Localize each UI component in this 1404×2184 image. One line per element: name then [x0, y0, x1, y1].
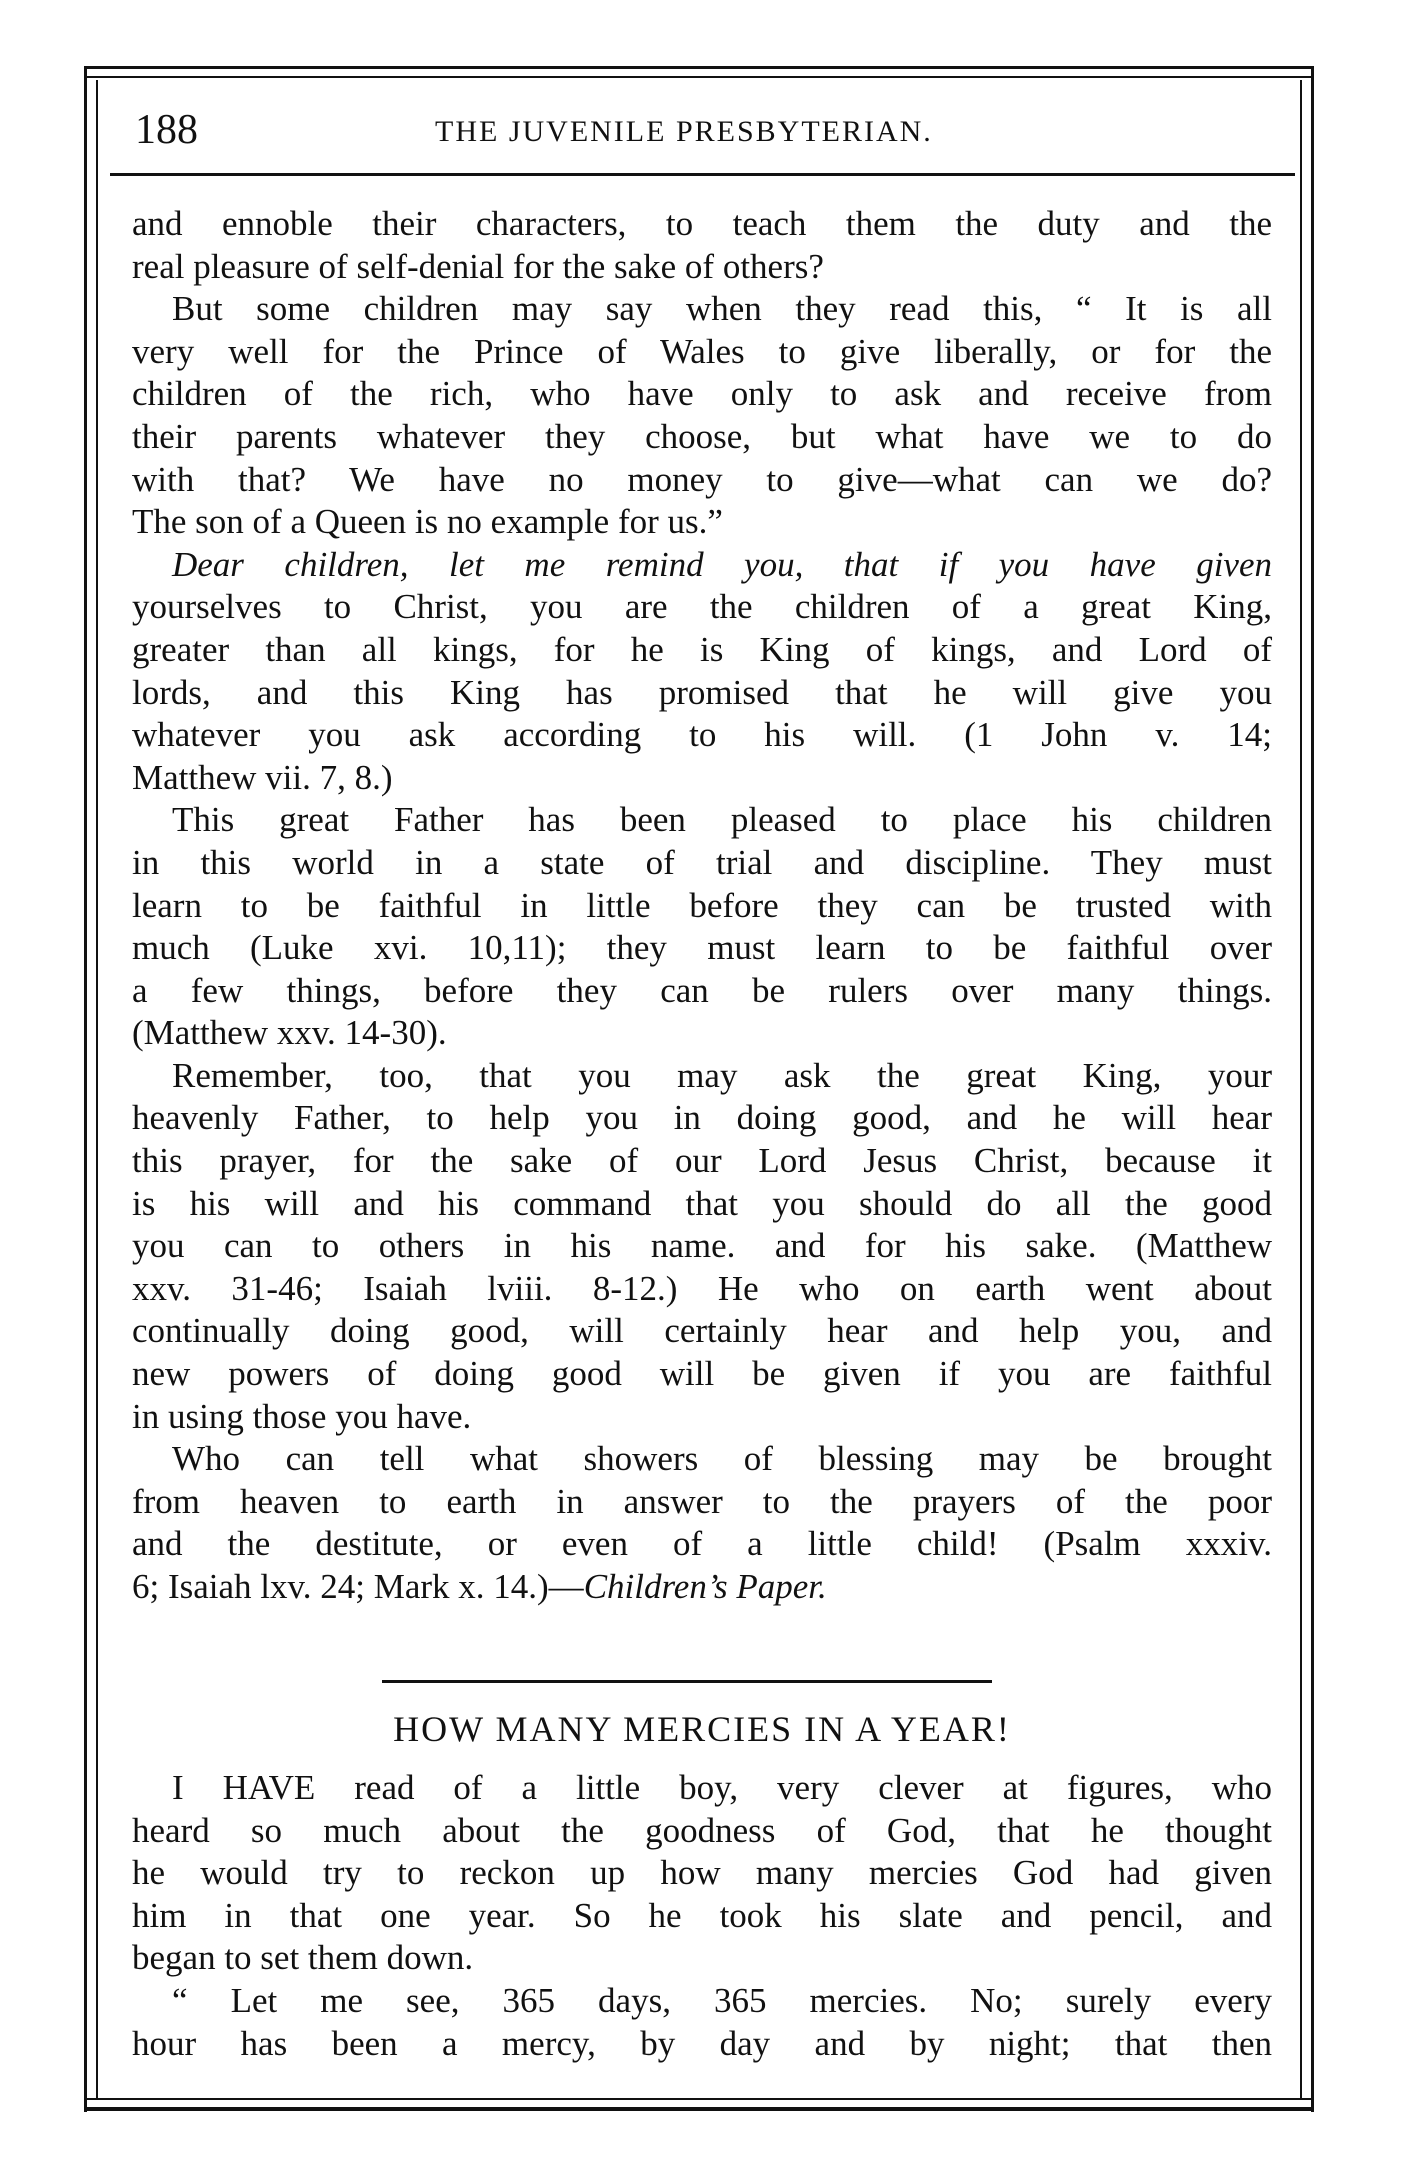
text-line: xxv. 31-46; Isaiah lviii. 8-12.) He who on earth went about	[132, 1268, 1272, 1308]
text-line: new powers of doing good will be given if you are faithful	[132, 1354, 1272, 1394]
frame-bottom-rule	[84, 2107, 1314, 2111]
text-line-part: 6; Isaiah lxv. 24; Mark x. 14.)—	[132, 1567, 584, 1606]
text-line: heard so much about the goodness of God, that he thought	[132, 1810, 1272, 1850]
text-line: I HAVE read of a little boy, very clever at figures, who	[172, 1768, 1272, 1807]
text-line: this prayer, for the sake of our Lord Jesus Christ, because it	[132, 1141, 1272, 1181]
text-line	[132, 1566, 1272, 1609]
text-line: continually doing good, will certainly hear and help you, and	[132, 1311, 1272, 1351]
text-line: began to set them down.	[132, 1938, 474, 1978]
text-line: he would try to reckon up how many mercies God had given	[132, 1853, 1272, 1893]
page-number: 188	[135, 107, 198, 153]
text-line: (Matthew xxv. 14-30).	[132, 1013, 447, 1053]
article-1-body	[132, 203, 1272, 1609]
text-line: their parents whatever they choose, but what have we to do	[132, 416, 1272, 456]
text-line: a few things, before they can be rulers over many things.	[132, 970, 1272, 1010]
text-line: The son of a Queen is no example for us.”	[132, 502, 723, 542]
article-2-body	[132, 1767, 1272, 2065]
running-head	[135, 102, 1285, 158]
text-line: with that? We have no money to give—what can we do?	[132, 459, 1272, 499]
text-line: yourselves to Christ, you are the children of a great King,	[132, 587, 1272, 627]
text-line: him in that one year. So he took his slate and pencil, and	[132, 1895, 1272, 1935]
text-line: Who can tell what showers of blessing may be brought	[172, 1439, 1272, 1479]
text-line: very well for the Prince of Wales to give liberally, or for the	[132, 331, 1272, 371]
text-line: real pleasure of self-denial for the sake of others?	[132, 246, 824, 286]
text-line: in this world in a state of trial and discipline. They must	[132, 842, 1272, 882]
text-line: “ Let me see, 365 days, 365 mercies. No; surely every	[172, 1980, 1272, 2020]
text-line: is his will and his command that you should do all the good	[132, 1183, 1272, 1223]
text-line: children of the rich, who have only to ask and receive from	[132, 374, 1272, 414]
text-line: lords, and this King has promised that he will give you	[132, 672, 1272, 712]
text-line: whatever you ask according to his will. (1 John v. 14;	[132, 715, 1272, 755]
journal-title: THE JUVENILE PRESBYTERIAN.	[435, 115, 933, 148]
text-line: you can to others in his name. and for his sake. (Matthew	[132, 1226, 1272, 1266]
text-line: and ennoble their characters, to teach them the duty and the	[132, 204, 1272, 243]
text-line: Matthew vii. 7, 8.)	[132, 757, 393, 797]
text-line: much (Luke xvi. 10,11); they must learn to be faithful over	[132, 928, 1272, 968]
text-line: greater than all kings, for he is King of kings, and Lord of	[132, 629, 1272, 669]
text-line: in using those you have.	[132, 1396, 472, 1436]
text-line: Remember, too, that you may ask the great King, your	[172, 1055, 1272, 1095]
source-attribution: Children’s Paper.	[583, 1567, 827, 1606]
article-title: HOW MANY MERCIES IN A YEAR!	[393, 1709, 1011, 1749]
frame-bottom-rule-inner	[84, 2098, 1314, 2100]
text-line: from heaven to earth in answer to the prayers of the poor	[132, 1481, 1272, 1521]
header-rule	[110, 173, 1295, 176]
text-line: and the destitute, or even of a little child! (Psalm xxxiv.	[132, 1524, 1272, 1564]
text-line: This great Father has been pleased to place his children	[172, 800, 1272, 840]
text-line: heavenly Father, to help you in doing good, and he will hear	[132, 1098, 1272, 1138]
text-line: But some children may say when they read this, “ It is all	[172, 289, 1272, 329]
text-line: hour has been a mercy, by day and by night; that then	[132, 2023, 1272, 2063]
section-divider	[382, 1680, 992, 1683]
text-line: Dear children, let me remind you, that if you have given	[172, 544, 1272, 584]
text-line: learn to be faithful in little before they can be trusted with	[132, 885, 1272, 925]
